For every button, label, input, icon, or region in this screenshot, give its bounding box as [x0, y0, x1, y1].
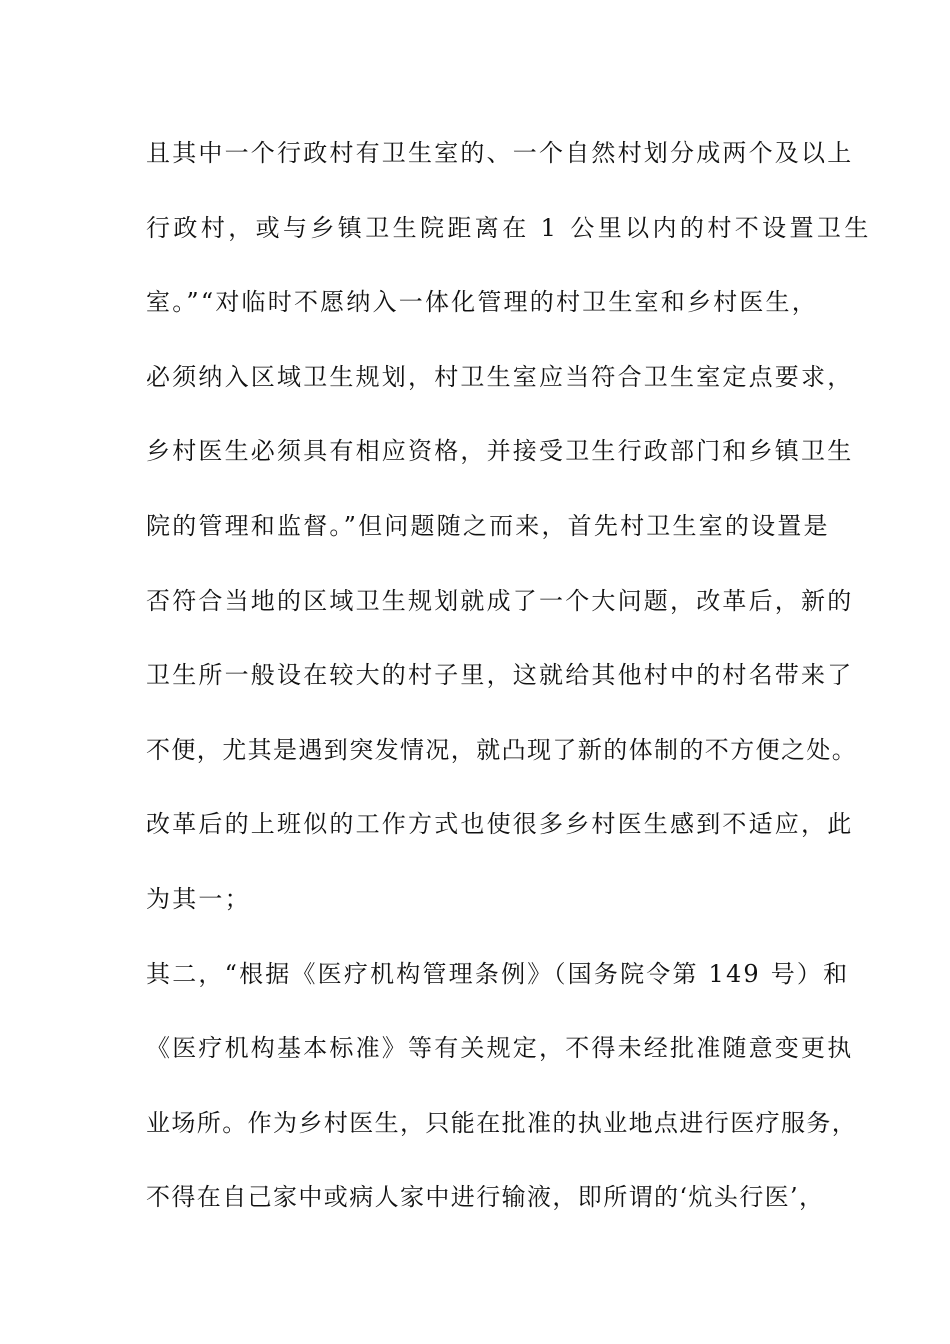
text-line-14: 业场所。作为乡村医生，只能在批准的执业地点进行医疗服务， [146, 1108, 858, 1137]
text-line-15: 不得在自己家中或病人家中进行输液，即所谓的‘炕头行医’， [146, 1183, 825, 1212]
text-line-11: 为其一； [146, 884, 251, 913]
body-text [146, 129, 872, 1248]
text-line-2: 行政村，或与乡镇卫生院距离在 1 公里以内的村不设置卫生 [146, 213, 872, 242]
text-line-7: 否符合当地的区域卫生规划就成了一个大问题，改革后，新的 [146, 586, 854, 615]
text-line-12: 其二，“根据《医疗机构管理条例》（国务院令第 149 号）和 [146, 959, 850, 988]
text-line-1: 且其中一个行政村有卫生室的、一个自然村划分成两个及以上 [146, 139, 854, 167]
text-line-9: 不便，尤其是遇到突发情况，就凸现了新的体制的不方便之处。 [146, 735, 858, 764]
text-line-10: 改革后的上班似的工作方式也使很多乡村医生感到不适应，此 [146, 810, 854, 839]
text-line-3: 室。”“对临时不愿纳入一体化管理的村卫生室和乡村医生， [146, 288, 818, 317]
text-line-13: 《医疗机构基本标准》等有关规定，不得未经批准随意变更执 [146, 1034, 854, 1063]
text-line-4: 必须纳入区域卫生规划，村卫生室应当符合卫生室定点要求， [146, 362, 854, 391]
text-line-6: 院的管理和监督。”但问题随之而来，首先村卫生室的设置是 [146, 511, 830, 540]
text-line-5: 乡村医生必须具有相应资格，并接受卫生行政部门和乡镇卫生 [146, 437, 854, 466]
text-line-8: 卫生所一般设在较大的村子里，这就给其他村中的村名带来了 [146, 661, 854, 690]
